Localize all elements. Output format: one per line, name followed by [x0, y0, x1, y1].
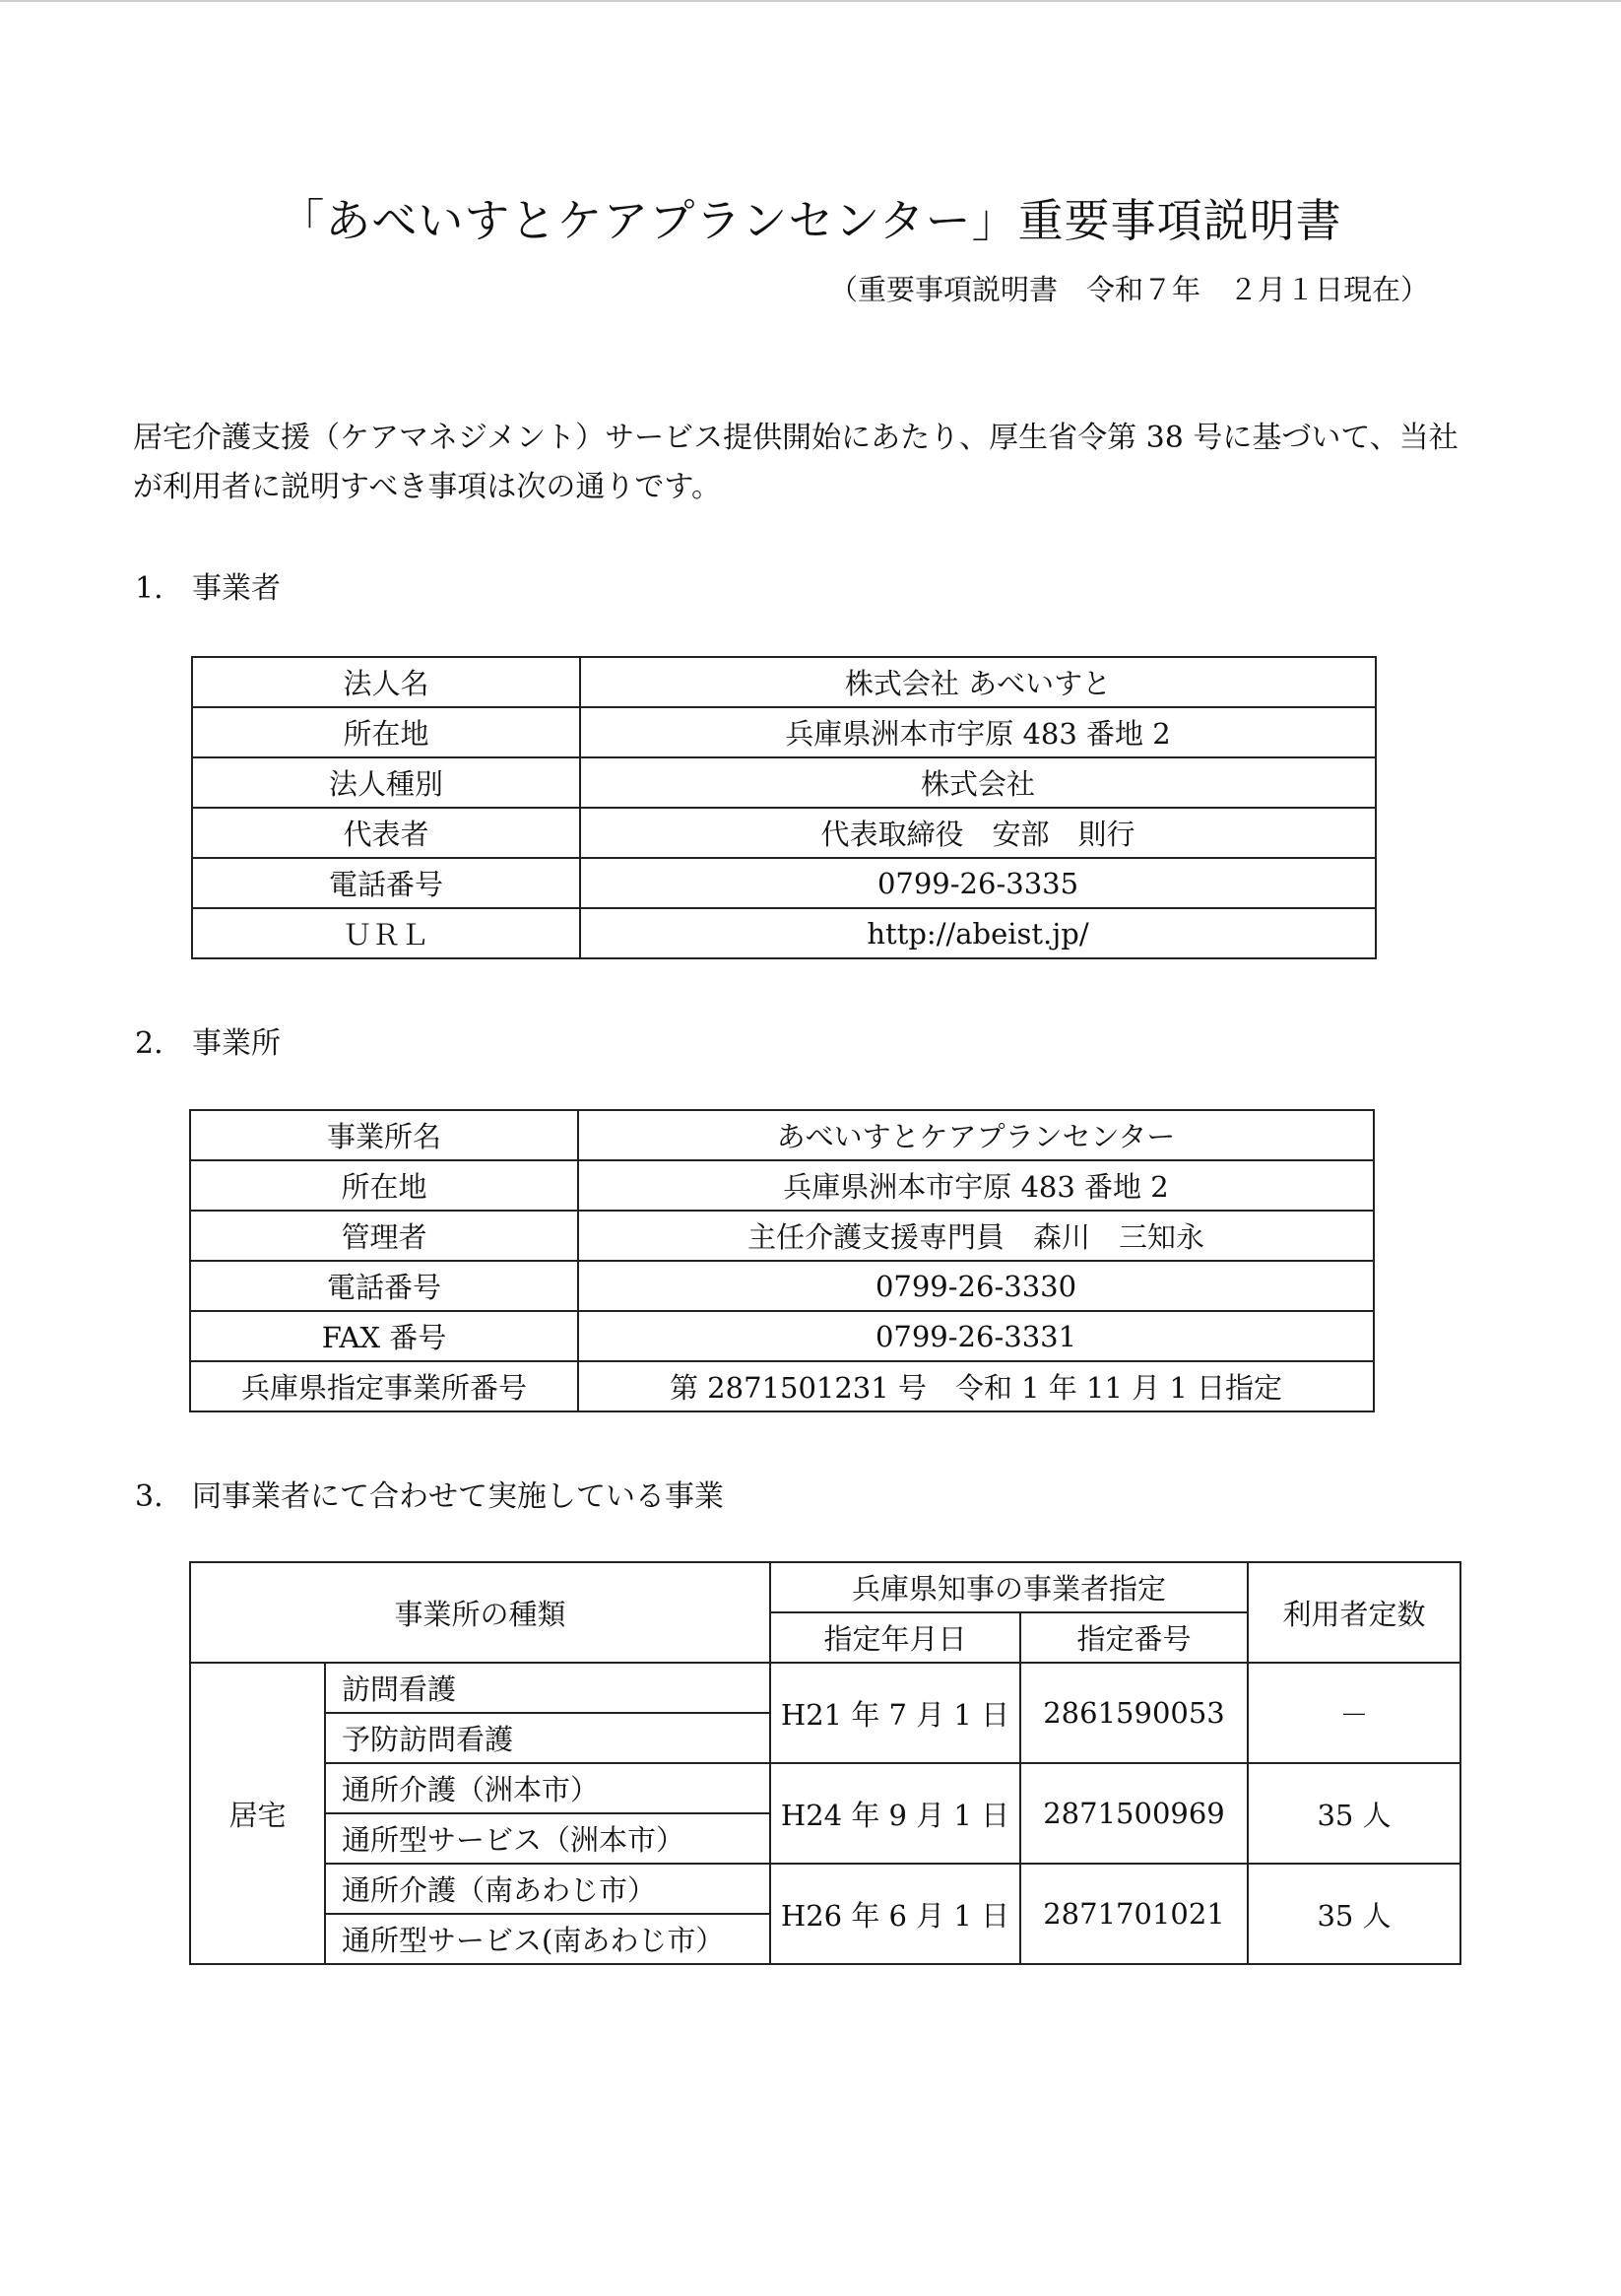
header-date: 指定年月日 [770, 1612, 1020, 1663]
row-value: 主任介護支援専門員 森川 三知永 [578, 1211, 1374, 1261]
row-label: 電話番号 [192, 858, 580, 908]
table-row [190, 1261, 1374, 1311]
designation-code: 2871701021 [1020, 1864, 1248, 1964]
section-3-heading [135, 1472, 724, 1515]
section-title: 事業所 [192, 1026, 281, 1061]
intro-paragraph: 居宅介護支援（ケアマネジメント）サービス提供開始にあたり、厚生省令第 38 号に基づいて、当社が利用者に説明すべき事項は次の通りです。 [133, 421, 1459, 504]
row-value: 代表取締役 安部 則行 [580, 808, 1376, 858]
table-row [190, 1160, 1374, 1211]
row-label: 法人種別 [192, 757, 580, 808]
designation-code: 2871500969 [1020, 1763, 1248, 1864]
capacity-value: 35 人 [1248, 1763, 1460, 1864]
header-capacity: 利用者定数 [1248, 1562, 1460, 1663]
category-cell: 居宅 [190, 1663, 325, 1964]
row-label: 代表者 [192, 808, 580, 858]
row-label: 所在地 [192, 707, 580, 757]
designation-date: H26 年 6 月 1 日 [770, 1864, 1020, 1964]
capacity-value: － [1248, 1663, 1460, 1763]
section-1-heading [135, 563, 281, 607]
page-edge-line [0, 0, 1621, 2]
table-row [192, 858, 1376, 908]
row-value: 兵庫県洲本市宇原 483 番地 2 [580, 707, 1376, 757]
service-name: 予防訪問看護 [325, 1713, 770, 1763]
table-row [192, 707, 1376, 757]
service-name: 通所介護（南あわじ市） [325, 1864, 770, 1914]
row-value: あべいすとケアプランセンター [578, 1110, 1374, 1160]
office-table [189, 1109, 1375, 1412]
header-kind: 事業所の種類 [190, 1562, 770, 1663]
row-label: 管理者 [190, 1211, 578, 1261]
service-name: 通所型サービス（洲本市） [325, 1813, 770, 1864]
section-number: 1. [135, 571, 163, 606]
designation-code: 2861590053 [1020, 1663, 1248, 1763]
operator-table [191, 656, 1377, 959]
table-header-row [190, 1562, 1460, 1612]
table-row [192, 657, 1376, 707]
service-name: 通所型サービス(南あわじ市） [325, 1914, 770, 1964]
row-value: http://abeist.jp/ [580, 908, 1376, 958]
row-label: 事業所名 [190, 1110, 578, 1160]
row-value: 0799-26-3331 [578, 1311, 1374, 1361]
table-row [190, 1211, 1374, 1261]
row-label: 所在地 [190, 1160, 578, 1211]
services-table [189, 1561, 1461, 1965]
section-title: 事業者 [192, 571, 281, 606]
designation-date: H21 年 7 月 1 日 [770, 1663, 1020, 1763]
table-row [190, 1864, 1460, 1914]
section-title: 同事業者にて合わせて実施している事業 [192, 1479, 724, 1514]
row-label: ＵＲＬ [192, 908, 580, 958]
table-row [190, 1361, 1374, 1411]
table-row [190, 1110, 1374, 1160]
capacity-value: 35 人 [1248, 1864, 1460, 1964]
table-row [192, 808, 1376, 858]
row-value: 0799-26-3335 [580, 858, 1376, 908]
row-value: 第 2871501231 号 令和 1 年 11 月 1 日指定 [578, 1361, 1374, 1411]
row-label: 法人名 [192, 657, 580, 707]
table-row [192, 757, 1376, 808]
row-label: 兵庫県指定事業所番号 [190, 1361, 578, 1411]
row-value: 0799-26-3330 [578, 1261, 1374, 1311]
document-title: 「あべいすとケアプランセンター」重要事項説明書 [279, 194, 1342, 247]
table-row [190, 1763, 1460, 1813]
header-code: 指定番号 [1020, 1612, 1248, 1663]
service-name: 訪問看護 [325, 1663, 770, 1713]
row-value: 兵庫県洲本市宇原 483 番地 2 [578, 1160, 1374, 1211]
designation-date: H24 年 9 月 1 日 [770, 1763, 1020, 1864]
row-label: 電話番号 [190, 1261, 578, 1311]
table-row [190, 1663, 1460, 1713]
document-date-note: （重要事項説明書 令和７年 ２月１日現在） [828, 273, 1429, 306]
row-value: 株式会社 あべいすと [580, 657, 1376, 707]
service-name: 通所介護（洲本市） [325, 1763, 770, 1813]
table-row [190, 1311, 1374, 1361]
section-number: 3. [135, 1479, 163, 1514]
section-number: 2. [135, 1026, 163, 1061]
table-row [192, 908, 1376, 958]
section-2-heading [135, 1018, 281, 1062]
header-designation: 兵庫県知事の事業者指定 [770, 1562, 1248, 1612]
row-label: FAX 番号 [190, 1311, 578, 1361]
row-value: 株式会社 [580, 757, 1376, 808]
